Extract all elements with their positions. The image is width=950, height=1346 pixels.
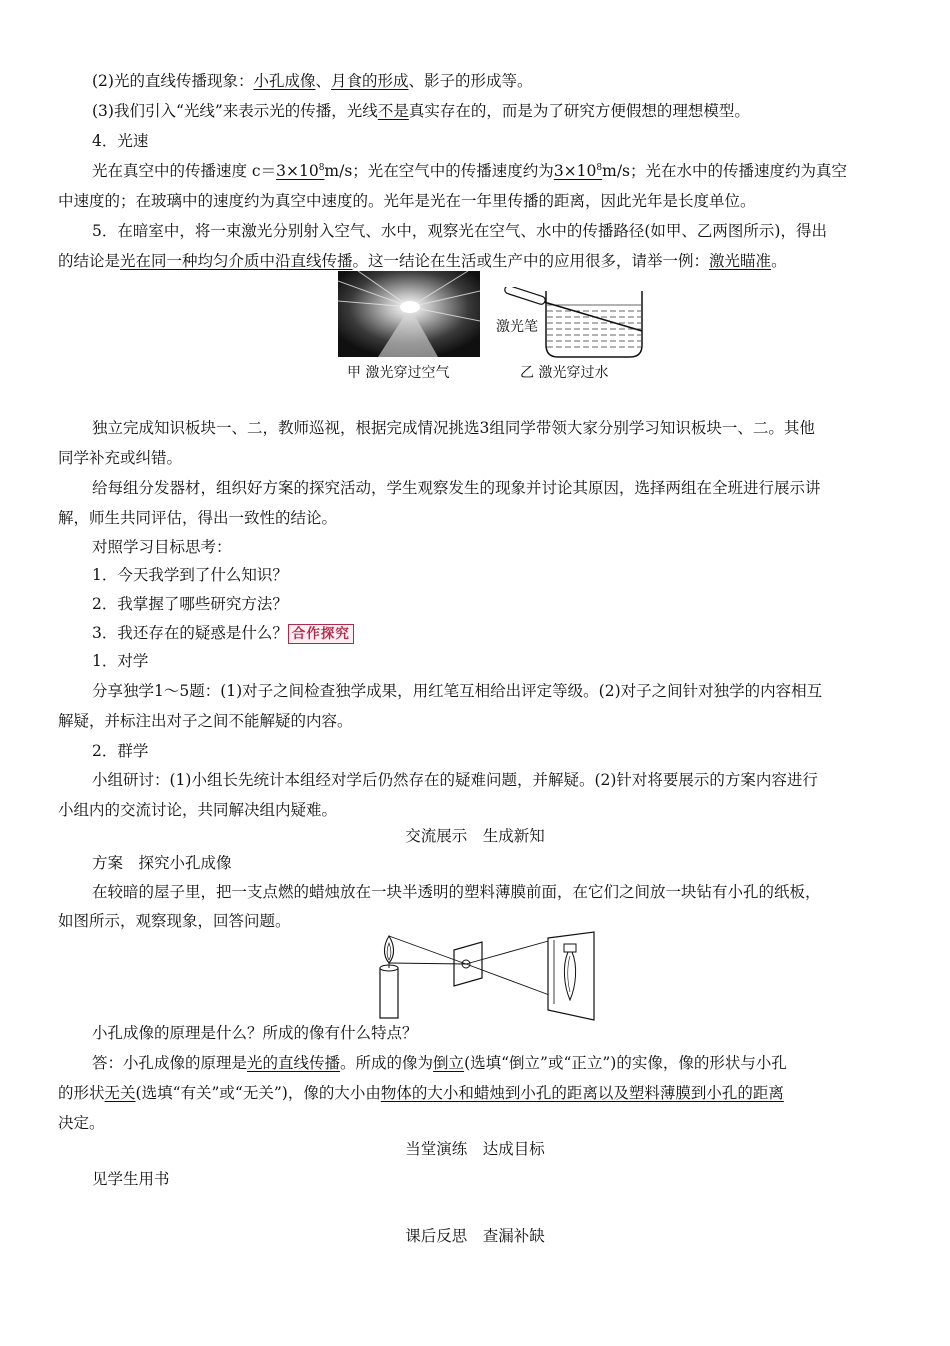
question-1: 1．今天我学到了什么知识？ xyxy=(92,566,288,584)
group-study-heading: 2．群学 xyxy=(92,742,149,760)
laser-pen-label: 激光笔 xyxy=(496,319,538,335)
laser-in-air-photo xyxy=(338,271,480,357)
question-2: 2．我掌握了哪些研究方法？ xyxy=(92,595,288,613)
line-1: (2)光的直线传播现象：小孔成像、月食的形成、影子的形成等。 xyxy=(92,72,533,90)
cooperate-explore-badge: 合作探究 xyxy=(288,624,354,644)
line-21: 小组内的交流讨论，共同解决组内疑难。 xyxy=(58,801,338,819)
line-27: 的形状无关(选填“有关”或“无关”)，像的大小由物体的大小和蜡烛到小孔的距离以及塑料薄膜到小孔的距离 xyxy=(58,1084,784,1102)
line-26: 答：小孔成像的原理是光的直线传播。所成的像为倒立(选填“倒立”或“正立”)的实像，像的形状与小孔 xyxy=(92,1054,787,1072)
line-29: 见学生用书 xyxy=(92,1170,170,1188)
line-6: 5．在暗室中，将一束激光分别射入空气、水中，观察光在空气、水中的传播路径(如甲、乙两图所示)，得出 xyxy=(92,222,827,240)
line-4: 光在真空中的传播速度 $c=3\times 10^8m/s$；光在空气中的传播速度约为$3\times 10^8m/s$；光在水中的传播速度约为真空 xyxy=(92,162,848,180)
caption-yi: 乙 激光穿过水 xyxy=(520,365,609,381)
line-28: 决定。 xyxy=(58,1114,105,1132)
section-heading-reflection: 课后反思 查漏补缺 xyxy=(405,1227,545,1245)
section-heading-exchange: 交流展示 生成新知 xyxy=(405,827,545,845)
question-3: 3．我还存在的疑惑是什么？ 合作探究 xyxy=(92,618,894,648)
line-8: 独立完成知识板块一、二，教师巡视，根据完成情况挑选3组同学带领大家分别学习知识板块一、二。其他 xyxy=(92,419,815,437)
line-24: 如图所示，观察现象，回答问题。 xyxy=(58,912,291,930)
pinhole-imaging-diagram xyxy=(372,930,598,1022)
line-9: 同学补充或纠错。 xyxy=(58,449,183,467)
caption-jia: 甲 激光穿过空气 xyxy=(347,365,450,381)
line-11: 解，师生共同评估，得出一致性的结论。 xyxy=(58,509,338,527)
line-7: 的结论是光在同一种均匀介质中沿直线传播。这一结论在生活或生产中的应用很多，请举一例：激光瞄准。 xyxy=(58,252,787,270)
section-heading-practice: 当堂演练 达成目标 xyxy=(405,1140,545,1158)
line-20: 小组研讨：(1)小组长先统计本组经对学后仍然存在的疑难问题，并解疑。(2)针对将要展示的方案内容进行 xyxy=(92,771,818,789)
pair-study-heading: 1．对学 xyxy=(92,652,149,670)
section-light-speed: 4．光速 xyxy=(92,132,149,150)
line-12: 对照学习目标思考： xyxy=(92,538,232,556)
line-18: 解疑，并标注出对子之间不能解疑的内容。 xyxy=(58,712,353,730)
line-10: 给每组分发器材，组织好方案的探究活动，学生观察发生的现象并讨论其原因，选择两组在全班进行展示讲 xyxy=(92,479,821,497)
line-23: 在较暗的屋子里，把一支点燃的蜡烛放在一块半透明的塑料薄膜前面，在它们之间放一块钻有小孔的纸板， xyxy=(92,883,821,901)
line-25: 小孔成像的原理是什么？所成的像有什么特点？ xyxy=(92,1024,418,1042)
plan-title: 方案 探究小孔成像 xyxy=(92,854,232,872)
line-2: (3)我们引入“光线”来表示光的传播，光线不是真实存在的，而是为了研究方便假想的理想模型。 xyxy=(92,102,750,120)
line-17: 分享独学1～5题：(1)对子之间检查独学成果，用红笔互相给出评定等级。(2)对子之间针对独学的内容相互 xyxy=(92,682,823,700)
line-5: 中速度的；在玻璃中的速度约为真空中速度的。光年是光在一年里传播的距离，因此光年是长度单位。 xyxy=(58,192,756,210)
